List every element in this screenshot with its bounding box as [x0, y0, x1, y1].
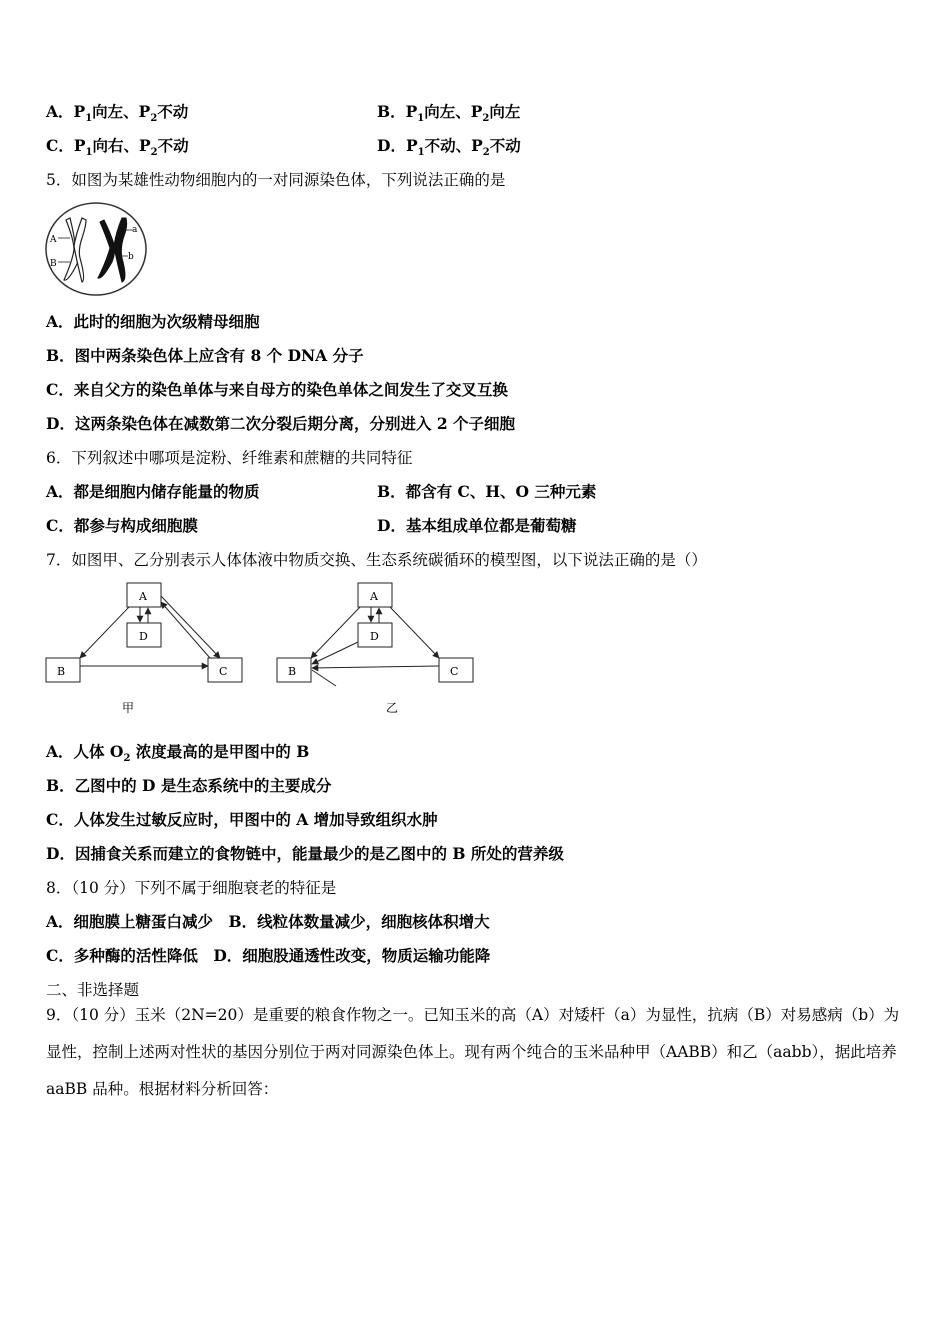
q6-option-b: B．都含有 C、H、O 三种元素: [377, 482, 597, 501]
q7-option-b: B．乙图中的 D 是生态系统中的主要成分: [46, 776, 332, 795]
gene-label-b: b: [128, 252, 134, 262]
q9-text: 9．（10 分）玉米（2N=20）是重要的粮食作物之一。已知玉米的高（A）对矮杆（a）为显性，抗病（B）对易感病（b）为显性，控制上述两对性状的基因分别位于两对同源染色体上。现有两个纯合的玉米品种甲（AABB）和乙（aabb），据此培养 aaBB 品种。根据材料分析回答：: [46, 1006, 900, 1098]
chromosome-figure: [44, 200, 154, 300]
q5-stem: 5．如图为某雄性动物细胞内的一对同源染色体，下列说法正确的是: [46, 171, 506, 189]
q5-option-a: A．此时的细胞为次级精母细胞: [46, 312, 260, 331]
q6-option-c: C．都参与构成细胞膜: [46, 516, 198, 535]
q4-option-b: B．$P_1$向左、$P_2$向左: [377, 102, 521, 125]
q8-options-row2: C．多种酶的活性降低 D．细胞股通透性改变，物质运输功能降: [46, 946, 491, 965]
q6-option-d: D．基本组成单位都是葡萄糖: [377, 516, 577, 535]
q7-stem: 7．如图甲、乙分别表示人体体液中物质交换、生态系统碳循环的模型图，以下说法正确的是（）: [46, 551, 707, 569]
q8-stem: 8．（10 分）下列不属于细胞衰老的特征是: [46, 879, 337, 897]
gene-label-a: a: [132, 225, 138, 235]
q5-option-b: B．图中两条染色体上应含有 8 个 DNA 分子: [46, 346, 364, 365]
q4-option-c: C．$P_1$向右、$P_2$不动: [46, 136, 189, 159]
yi-caption: 乙: [386, 701, 399, 715]
q5-option-d: D．这两条染色体在减数第二次分裂后期分离，分别进入 2 个子细胞: [46, 414, 516, 433]
jia-box-A: A: [139, 590, 147, 603]
jia-box-C: C: [219, 665, 228, 678]
q4-option-a: A．$P_1$向左、$P_2$不动: [46, 102, 189, 125]
q5-option-c: C．来自父方的染色单体与来自母方的染色单体之间发生了交叉互换: [46, 380, 508, 399]
yi-box-C: C: [450, 665, 459, 678]
q4-option-d: D．$P_1$不动、$P_2$不动: [377, 136, 521, 159]
yi-box-D: D: [370, 630, 379, 643]
q7-option-d: D．因捕食关系而建立的食物链中，能量最少的是乙图中的 B 所处的营养级: [46, 844, 564, 863]
jia-box-D: D: [139, 630, 148, 643]
gene-label-A: A: [50, 235, 57, 245]
q7-option-a: A．人体 $O_2$ 浓度最高的是甲图中的 B: [46, 742, 310, 765]
jia-caption: 甲: [122, 701, 135, 715]
q8-options-row1: A．细胞膜上糖蛋白减少 B．线粒体数量减少，细胞核体积增大: [46, 912, 490, 931]
gene-label-B: B: [50, 259, 57, 269]
q7-diagrams: [44, 578, 484, 720]
q7-option-c: C．人体发生过敏反应时，甲图中的 A 增加导致组织水肿: [46, 810, 438, 829]
yi-box-B: B: [288, 665, 297, 678]
q6-option-a: A．都是细胞内储存能量的物质: [46, 482, 260, 501]
section-title: 二、非选择题: [46, 981, 140, 999]
yi-box-A: A: [370, 590, 378, 603]
jia-box-B: B: [57, 665, 66, 678]
q6-stem: 6．下列叙述中哪项是淀粉、纤维素和蔗糖的共同特征: [46, 449, 413, 467]
